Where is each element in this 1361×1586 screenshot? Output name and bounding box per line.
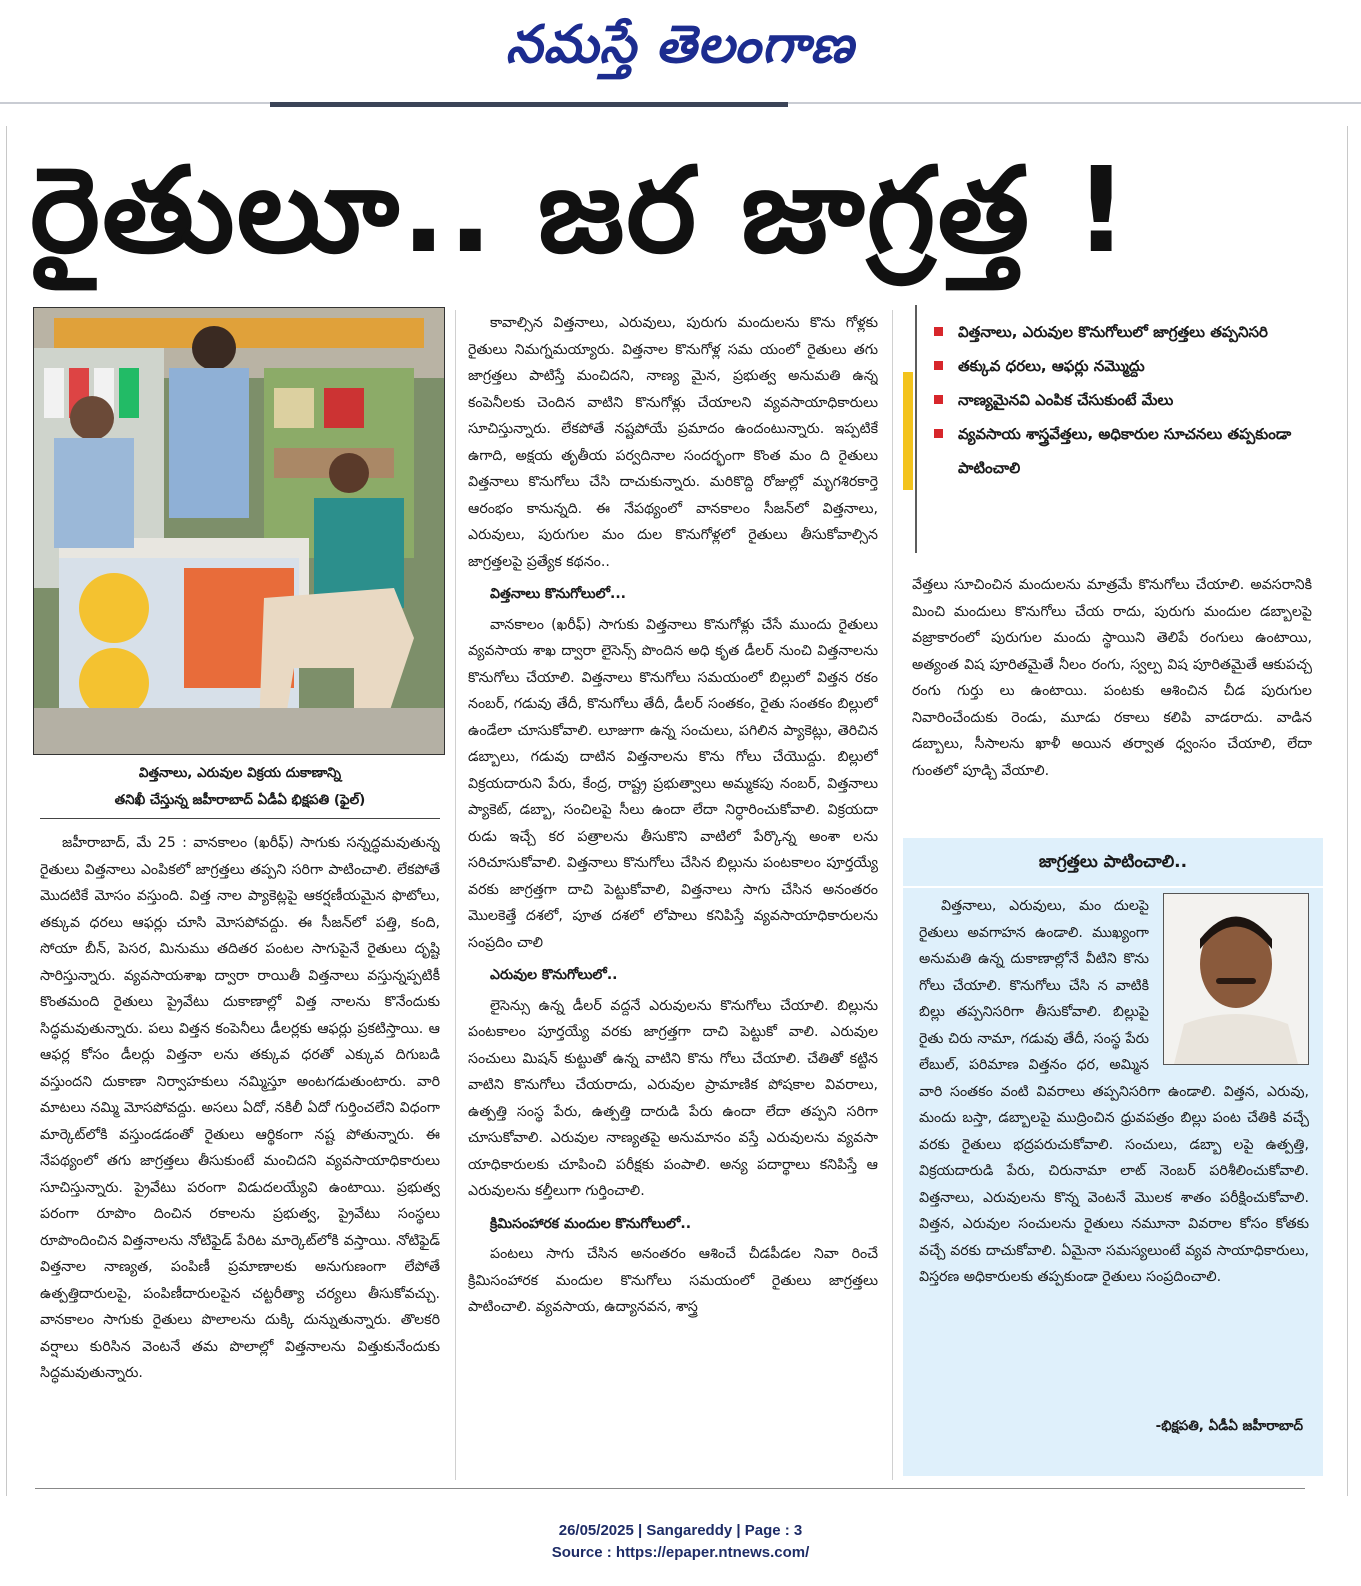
footer-source: Source : https://epaper.ntnews.com/ — [551, 1544, 810, 1561]
caption-rule — [40, 818, 440, 819]
highlight-item — [930, 315, 1330, 349]
subheading-pesticides: క్రిమిసంహారక మందుల కొనుగోలులో.. — [490, 1215, 692, 1232]
highlight-item — [930, 349, 1330, 383]
bottom-rule — [35, 1488, 1305, 1489]
column-divider — [455, 310, 456, 1480]
highlights-box — [930, 315, 1330, 565]
bullet-icon — [934, 361, 943, 370]
newspaper-logo: నమస్తే తెలంగాణ — [505, 15, 855, 75]
expert-quote-box — [903, 838, 1323, 1476]
shop-inspection-photo — [33, 307, 445, 755]
article-column-3 — [912, 572, 1312, 822]
box-body — [919, 893, 1309, 1291]
highlight-text: తక్కువ ధరలు, ఆఫర్లు నమ్మొద్దు — [958, 357, 1145, 375]
highlights-accent-bar — [903, 372, 913, 490]
highlight-item — [930, 417, 1330, 485]
column-2-paragraph-1: కావాల్సిన విత్తనాలు, ఎరువులు, పురుగు మందులను కొను గోళ్లకు రైతులు నిమగ్నమయ్యారు. విత్తనాల కొనుగోళ్ల సమ యంలో రైతులు తగు జాగ్రత్తలు పాటిస్తే మంచిదని, నాణ్య మైన, ప్రభుత్వ అనుమతి ఉన్న కంపెనీలకు చెందిన వాటిని కొనుగోళ్లు చేయాలని వ్యవసాయాధికారులు సూచిస్తున్నారు. లేకపోతే నష్టపోయే ప్రమాదం ఉందంటున్నారు. ఇప్పటికే ఉగాది, అక్షయ తృతీయ పర్వదినాల సందర్భంగా కొంత మం ది రైతులు విత్తనాలు కొనుగోలు చేసి దాచుకున్నారు. మరికొద్ది రోజుల్లో మృగశిరకార్తె ఆరంభం కానున్నది. ఈ నేపథ్యంలో వానకాలం సీజన్‌లో విత్తనాలు, ఎరువులు, పురుగుల మం దుల కొనుగోళ్లలో రైతులు తీసుకోవాల్సిన జాగ్రత్తలపై ప్రత్యేక కథనం.. — [468, 315, 878, 570]
highlight-item — [930, 383, 1330, 417]
masthead — [0, 0, 1361, 100]
highlight-text: విత్తనాలు, ఎరువుల కొనుగోలులో జాగ్రత్తలు తప్పనిసరి — [958, 323, 1268, 341]
bullet-icon — [934, 395, 943, 404]
subheading-fertilizers: ఎరువుల కొనుగోలులో.. — [490, 967, 618, 983]
column-divider — [892, 310, 893, 1480]
bullet-icon — [934, 429, 943, 438]
photo-caption-line2: తనిఖీ చేస్తున్న జహీరాబాద్ ఏడీఏ భిక్షపతి (ఫైల్) — [114, 792, 366, 808]
page-footer — [0, 1520, 1361, 1564]
photo-caption-line1: విత్తనాలు, ఎరువుల విక్రయ దుకాణాన్ని — [138, 765, 342, 781]
highlights-rule — [915, 305, 917, 553]
column-3-paragraph: వేత్తలు సూచించిన మందులను మాత్రమే కొనుగోలు చేయాలి. అవసరానికి మించి మందులు కొనుగోలు చేయ రాదు, పురుగు మందుల డబ్బాలపై వజ్రాకారంలో పురుగుల మందు స్థాయిని తెలిపే రంగులు ఉంటాయి, అత్యంత విష పూరితమైతే నీలం రంగు, స్వల్ప విష పూరితమైతే ఆకుపచ్చ రంగు గుర్తు లు ఉంటాయి. పంటకు ఆశించిన చీడ పురుగుల నివారించేందుకు రెండు, మూడు రకాలు కలిపి వాడరాదు. వాడిన డబ్బాలు, సీసాలను ఖాళీ అయిన తర్వాత ధ్వంసం చేయాలి, లేదా గుంతలో పూడ్చి వేయాలి. — [912, 577, 1312, 779]
masthead-accent-rule — [270, 102, 788, 107]
subheading-seeds: విత్తనాలు కొనుగోలులో... — [490, 586, 626, 602]
official-portrait — [1163, 893, 1309, 1065]
article-column-1 — [40, 830, 440, 1470]
footer-date-edition: 26/05/2025 | Sangareddy | Page : 3 — [558, 1522, 803, 1539]
headline: రైతులూ.. జర జాగ్రత్త ! — [30, 141, 1131, 279]
article-column-2 — [468, 310, 878, 1485]
official-portrait-illustration — [1164, 894, 1308, 1064]
bullet-icon — [934, 327, 943, 336]
column-2-paragraph-2: వానకాలం (ఖరీఫ్) సాగుకు విత్తనాలు కొనుగోళ్లు చేసే ముందు రైతులు వ్యవసాయ శాఖ ద్వారా లైసెన్స్ పొందిన అధి కృత డీలర్ నుంచి విత్తనాలను కొనుగోలు చేయాలి. విత్తనాలు కొనుగోలు సమయంలో బిల్లులో విత్తన రకం నంబర్, గడువు తేదీ, కొనుగోలు తేదీ, డీలర్ సంతకం, రైతు సంతకం బిల్లులో ఉండేలా చూసుకోవాలి. లూజుగా ఉన్న సంచులు, పగిలిన ప్యాకెట్లు, తెరిచిన డబ్బాలు, గడువు దాటిన విత్తనాలను కొను గోలు చేయొద్దు. బిల్లులో విక్రయదారుని పేరు, కేంద్ర, రాష్ట్ర ప్రభుత్వాలు అమ్మకపు నంబర్, విత్తనాలు ప్యాకెట్, డబ్బా, సంచిలపై సీలు ఉందా లేదా నిర్ధారించుకోవాలి. విక్రయదా రుడు ఇచ్చే కర పత్రాలను తీసుకొని వాటిలో పేర్కొన్న అంశా లను సరిచూసుకోవాలి. విత్తనాలు కొనుగోలు చేసిన బిల్లును పంటకాలం పూర్తయ్యే వరకు జాగ్రత్తగా దాచి పెట్టుకోవాలి, విత్తనాలు సాగు చేసిన అనంతరం మొలకెత్తే దశలో, పూత దశలో లోపాలు కనిపిస్తే వ్యవసాయాధికారులను సంప్రదిం చాలి — [468, 616, 878, 951]
highlight-text: నాణ్యమైనవి ఎంపిక చేసుకుంటే మేలు — [958, 391, 1174, 409]
column-1-paragraph: జహీరాబాద్, మే 25 : వానకాలం (ఖరీఫ్) సాగుకు సన్నద్ధమవుతున్న రైతులు విత్తనాలు ఎంపికలో జాగ్రత్తలు తప్పని సరిగా పాటించాలి. లేకపోతే మొదటికే మోసం వస్తుంది. విత్త నాల ప్యాకెట్లపై ఆకర్షణీయమైన ఫొటోలు, తక్కువ ధరలు ఆఫర్లు చూసి మోసపోవద్దు. ఈ సీజన్‌లో పత్తి, కంది, సోయా బీన్, పెసర, మినుము తదితర పంటల సాగుపైనే రైతులు దృష్టి సారిస్తున్నారు. వ్యవసాయశాఖ ద్వారా రాయితీ విత్తనాలు వస్తున్నప్పటికీ కొంతమంది రైతులు ప్రైవేటు దుకాణాల్లో విత్త నాలను కొనేందుకు సిద్ధమవుతున్నారు. పలు విత్తన కంపెనీలు డీలర్లకు ఆఫర్లు ప్రకటిస్తాయి. ఆ ఆఫర్ల కోసం డీలర్లు విత్తనా లను తక్కువ ధరతో ఎక్కువ దిగుబడి వస్తుందని దుకాణా నిర్వాహకులు నమ్మిస్తూ అంటగడుతుంటారు. వారి మాటలు నమ్మి మోసపోవద్దు. అసలు ఏదో, నకిలీ ఏదో గుర్తించలేని విధంగా మార్కెట్‌లోకి వస్తుండడంతో రైతులు ఆర్థికంగా నష్ట పోతున్నారు. ఈ నేపథ్యంలో తగు జాగ్రత్తలు తీసుకుంటే మంచిదని వ్యవసాయాధికారులు సూచిస్తున్నారు. ప్రైవేటు పరంగా విడుదలయ్యేవి ఉంటాయి. ప్రభుత్వ పరంగా రూపొం దించిన రకాలను ప్రభుత్వ, ప్రైవేటు సంస్థలు రూపొందించిన విత్తనాలను నోటిఫైడ్ పేరిట మార్కెట్‌లోకి వస్తాయి. నోటిఫైడ్ విత్తనాల నాణ్యత, పంపిణీ ప్రమాణాలకు అనుగుణంగా లేపోతే ఉత్పత్తిదారులపై, పంపిణీదారులపైన చట్టరీత్యా చర్యలు తీసుకోవచ్చు. వానకాలం సాగుకు రైతులు పొలాలను దుక్కి దున్నుతున్నారు. తొలకరి వర్షాలు కురిసిన వెంటనే తమ పొలాల్లో విత్తనాలను విత్తుకునేందుకు సిద్ధమవుతున్నారు. — [40, 835, 440, 1381]
column-2-paragraph-3: లైసెన్సు ఉన్న డీలర్ వద్దనే ఎరువులను కొనుగోలు చేయాలి. బిల్లును పంటకాలం పూర్తయ్యే వరకు జాగ్రత్తగా దాచి పెట్టుకో వాలి. ఎరువుల సంచులు మిషన్ కుట్టుతో ఉన్న వాటిని కొను గోలు చేయాలి. చేతితో కట్టిన వాటిని కొనుగోలు చేయరాదు, ఎరువుల ప్రామాణిక పోషకాల వివరాలు, ఉత్పత్తి సంస్థ పేరు, ఉత్పత్తి దారుడి పేరు ఉందా లేదా తప్పని సరిగా చూసుకోవాలి. ఎరువుల నాణ్యతపై అనుమానం వస్తే ఎరువులను వ్యవసా యాధికారులకు చూపించి పరీక్షకు పంపాలి. అన్య పదార్థాలు కనిపిస్తే ఆ ఎరువులను కల్తీలుగా గుర్తించాలి. — [468, 997, 878, 1199]
box-paragraph: విత్తనాలు, ఎరువులు, మం దులపై రైతులు అవగాహన ఉండాలి. ముఖ్యంగా అనుమతి ఉన్న దుకాణాల్లోనే వీటిని కొను గోలు చేయాలి. కొనుగోలు చేసి న వాటికి బిల్లు తప్పనిసరిగా తీసుకోవాలి. బిల్లుపై రైతు చిరు నామా, గడువు తేదీ, సంస్థ పేరు లేబుల్, పరిమాణ విత్తనం ధర, అమ్మిన వారి సంతకం వంటి వివరాలు తప్పనిసరిగా ఉండాలి. విత్తన, ఎరువు, మందు బస్తా, డబ్బాలపై ముద్రించిన ధ్రువపత్రం బిల్లు పంట చేతికి వచ్చే వరకు రైతులు భద్రపరుచుకోవాలి. సంచులు, డబ్బా లపై ఉత్పత్తి, విక్రయదారుడి పేరు, చిరునామా లాట్ నెంబర్ పరిశీలించుకోవాలి. విత్తనాలు, ఎరువులను కొన్న వెంటనే మొలక శాతం పరీక్షించుకోవాలి. విత్తన, ఎరువుల సంచులను రైతులు నమూనా వివరాల కోసం కోతకు వచ్చే వరకు దాచుకోవాలి. ఏమైనా సమస్యలుంటే వ్యవ సాయాధికారులు, విస్తరణ అధికారులకు తప్పకుండా రైతులు సంప్రదించాలి. — [919, 898, 1309, 1285]
column-2-paragraph-4: పంటలు సాగు చేసిన అనంతరం ఆశించే చీడపీడల నివా రించే క్రిమిసంహారక మందుల కొనుగోలు సమయంలో రైతులు జాగ్రత్తలు పాటించాలి. వ్యవసాయ, ఉద్యానవన, శాస్త్ర — [468, 1246, 878, 1315]
box-title: జాగ్రత్తలు పాటించాలి.. — [903, 838, 1323, 888]
highlight-text: వ్యవసాయ శాస్త్రవేత్తలు, అధికారుల సూచనలు తప్పకుండా పాటించాలి — [958, 425, 1292, 477]
box-signature: -భిక్షపతి, ఏడీఏ జహీరాబాద్ — [1155, 1418, 1303, 1434]
shop-inspection-photo-illustration — [34, 308, 444, 754]
photo-caption — [40, 760, 440, 814]
